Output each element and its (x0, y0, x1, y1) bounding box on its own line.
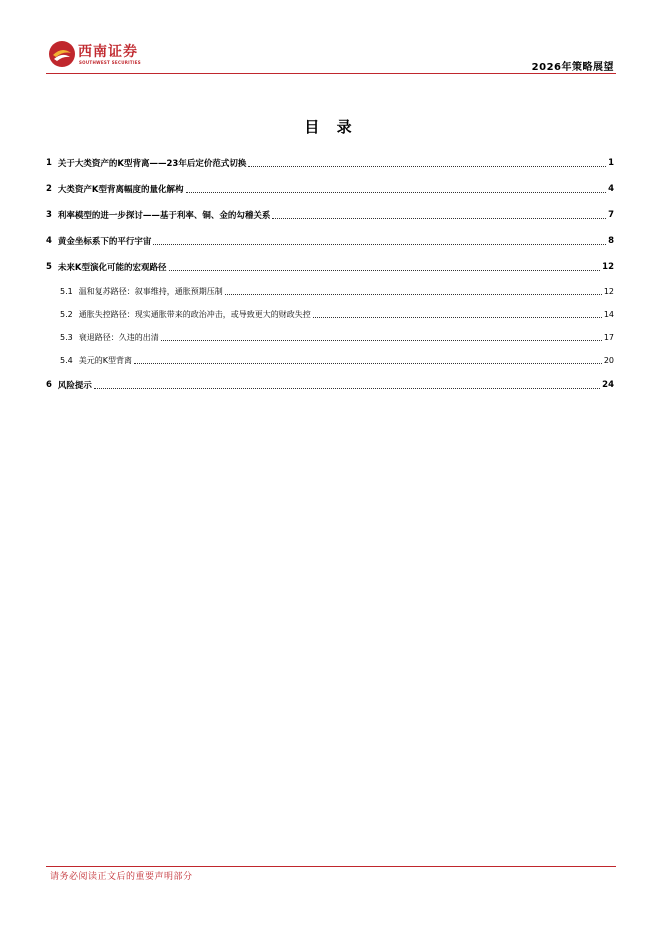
toc-entry-page: 12 (603, 287, 614, 296)
footer-notice: 请务必阅读正文后的重要声明部分 (50, 872, 193, 882)
toc-entry-title: 未来K型演化可能的宏观路径 (57, 263, 167, 273)
toc-entry[interactable] (46, 202, 614, 228)
toc-entry-page: 12 (602, 262, 614, 272)
toc-entry-title: 关于大类资产的K型背离——23年后定价范式切换 (57, 159, 247, 169)
toc-entry-title: 衰退路径：久违的出清 (78, 333, 159, 342)
logo-mark-icon (48, 40, 76, 68)
footer-divider (46, 866, 616, 867)
toc-entry-title: 温和复苏路径：叙事维持，通胀预期压制 (78, 287, 223, 296)
toc-entry-number: 3 (46, 210, 52, 220)
report-title: 2026年策略展望 (531, 62, 614, 73)
toc-entry-number: 5.3 (60, 333, 73, 342)
toc-dot-leader (225, 294, 602, 295)
toc-entry[interactable] (46, 254, 614, 280)
toc-entry-page: 17 (603, 333, 614, 342)
toc-entry[interactable] (46, 303, 614, 326)
toc-entry-number: 5.1 (60, 287, 73, 296)
toc-dot-leader (313, 317, 602, 318)
toc-dot-leader (248, 166, 606, 167)
toc-entry-title: 风险提示 (57, 381, 92, 391)
toc-entry-number: 4 (46, 236, 52, 246)
toc-entry[interactable] (46, 372, 614, 398)
logo-text: 西南证券 (78, 44, 138, 60)
toc-entry-title: 美元的K型背离 (78, 356, 132, 365)
toc-entry-page: 1 (608, 158, 614, 168)
toc-entry-page: 14 (603, 310, 614, 319)
toc-entry-title: 大类资产K型背离幅度的量化解构 (57, 185, 184, 195)
toc-entry-number: 5.2 (60, 310, 73, 319)
toc-entry-page: 8 (608, 236, 614, 246)
toc-entry-number: 2 (46, 184, 52, 194)
toc-dot-leader (161, 340, 602, 341)
toc-entry-title: 黄金坐标系下的平行宇宙 (57, 237, 152, 247)
page-header (46, 38, 616, 74)
toc-dot-leader (153, 244, 606, 245)
toc-dot-leader (94, 388, 600, 389)
toc-dot-leader (272, 218, 606, 219)
company-logo (48, 38, 158, 72)
toc-entry[interactable] (46, 326, 614, 349)
toc-entry[interactable] (46, 150, 614, 176)
toc-entry-page: 24 (602, 380, 614, 390)
toc-entry-number: 6 (46, 380, 52, 390)
toc-dot-leader (134, 363, 602, 364)
toc-entry-number: 5 (46, 262, 52, 272)
table-of-contents (46, 150, 614, 398)
toc-entry-number: 1 (46, 158, 52, 168)
toc-entry[interactable] (46, 280, 614, 303)
toc-entry-page: 20 (603, 356, 614, 365)
toc-entry[interactable] (46, 228, 614, 254)
toc-dot-leader (186, 192, 607, 193)
toc-entry-number: 5.4 (60, 356, 73, 365)
toc-entry[interactable] (46, 349, 614, 372)
toc-dot-leader (169, 270, 601, 271)
logo-subtext: SOUTHWEST SECURITIES (79, 60, 141, 65)
toc-entry[interactable] (46, 176, 614, 202)
toc-heading: 目 录 (304, 118, 358, 136)
toc-entry-page: 7 (608, 210, 614, 220)
toc-entry-title: 利率模型的进一步探讨——基于利率、铜、金的勾稽关系 (57, 211, 271, 221)
toc-entry-page: 4 (608, 184, 614, 194)
toc-entry-title: 通胀失控路径：现实通胀带来的政治冲击，或导致更大的财政失控 (78, 310, 311, 319)
header-divider (46, 73, 616, 74)
